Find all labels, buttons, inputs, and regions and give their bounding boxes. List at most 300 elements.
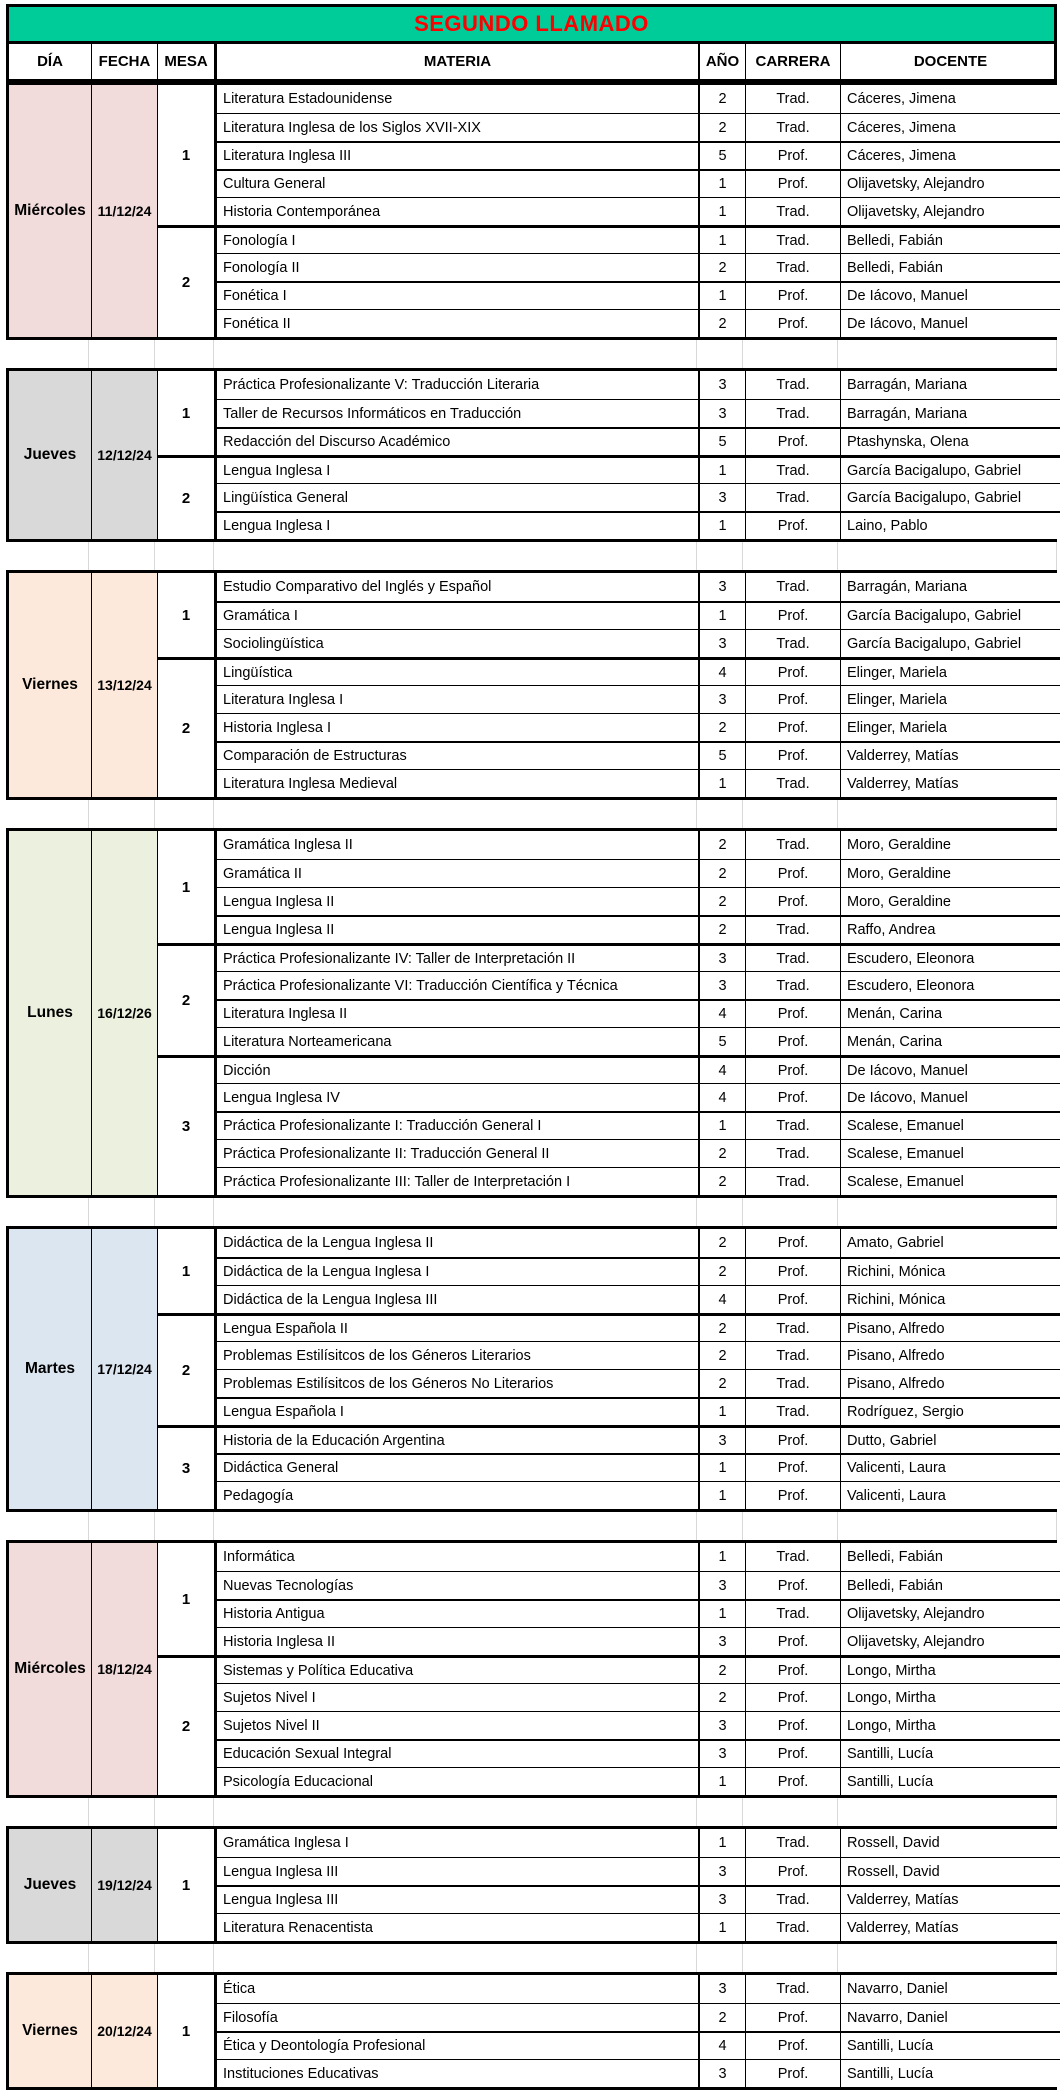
materia-cell: Educación Sexual Integral	[217, 1739, 700, 1767]
materia-cell: Fonética II	[217, 309, 700, 337]
docente-cell: Raffo, Andrea	[841, 915, 1060, 943]
docente-cell: Cáceres, Jimena	[841, 141, 1060, 169]
docente-cell: Belledi, Fabián	[841, 253, 1060, 281]
docente-cell: Scalese, Emanuel	[841, 1111, 1060, 1139]
anio-cell: 3	[700, 1885, 746, 1913]
anio-cell: 3	[700, 1857, 746, 1885]
carrera-cell: Prof.	[746, 2003, 841, 2031]
col-header-dia: DÍA	[9, 44, 92, 79]
carrera-cell: Trad.	[746, 225, 841, 253]
gap-gridline	[697, 800, 743, 828]
anio-cell: 1	[700, 1111, 746, 1139]
col-header-mesa: MESA	[158, 44, 217, 79]
docente-cell: Santilli, Lucía	[841, 1739, 1060, 1767]
materia-cell: Pedagogía	[217, 1481, 700, 1509]
materia-cell: Lengua Inglesa III	[217, 1885, 700, 1913]
mesa-cell: 1	[158, 573, 217, 657]
gap-gridline	[6, 1798, 89, 1826]
materia-cell: Práctica Profesionalizante III: Taller de Interpretación I	[217, 1167, 700, 1195]
carrera-cell: Prof.	[746, 1711, 841, 1739]
anio-cell: 2	[700, 831, 746, 859]
docente-cell: Longo, Mirtha	[841, 1711, 1060, 1739]
docente-cell: Pisano, Alfredo	[841, 1369, 1060, 1397]
materia-cell: Lengua Inglesa IV	[217, 1083, 700, 1111]
carrera-cell: Prof.	[746, 2059, 841, 2087]
title-banner	[6, 4, 1057, 44]
materia-cell: Lingüística	[217, 657, 700, 685]
materia-cell: Práctica Profesionalizante VI: Traducción Científica y Técnica	[217, 971, 700, 999]
gap-gridline	[697, 542, 743, 570]
docente-cell: Scalese, Emanuel	[841, 1167, 1060, 1195]
anio-cell: 2	[700, 309, 746, 337]
gap-gridline	[214, 1798, 697, 1826]
carrera-cell: Prof.	[746, 141, 841, 169]
gap-gridline	[155, 800, 214, 828]
gap-gridline	[838, 1198, 1057, 1226]
anio-cell: 1	[700, 455, 746, 483]
gap-gridline	[214, 1512, 697, 1540]
gap-gridline	[6, 340, 89, 368]
carrera-cell: Trad.	[746, 399, 841, 427]
docente-cell: Longo, Mirtha	[841, 1655, 1060, 1683]
docente-cell: Longo, Mirtha	[841, 1683, 1060, 1711]
anio-cell: 1	[700, 601, 746, 629]
materia-cell: Lengua Inglesa I	[217, 511, 700, 539]
carrera-cell: Prof.	[746, 657, 841, 685]
gap-gridline	[214, 1944, 697, 1972]
anio-cell: 2	[700, 859, 746, 887]
carrera-cell: Trad.	[746, 629, 841, 657]
date-cell: 12/12/24	[92, 371, 158, 539]
gap-gridline	[155, 1944, 214, 1972]
anio-cell: 1	[700, 1397, 746, 1425]
day-cell: Martes	[9, 1229, 92, 1509]
materia-cell: Fonología I	[217, 225, 700, 253]
day-block	[6, 368, 1057, 542]
carrera-cell: Trad.	[746, 113, 841, 141]
docente-cell: Belledi, Fabián	[841, 225, 1060, 253]
carrera-cell: Prof.	[746, 427, 841, 455]
carrera-cell: Prof.	[746, 1055, 841, 1083]
gap-gridline	[214, 542, 697, 570]
docente-cell: Olijavetsky, Alejandro	[841, 1599, 1060, 1627]
anio-cell: 3	[700, 943, 746, 971]
carrera-cell: Trad.	[746, 1111, 841, 1139]
carrera-cell: Prof.	[746, 1767, 841, 1795]
carrera-cell: Prof.	[746, 1083, 841, 1111]
carrera-cell: Trad.	[746, 831, 841, 859]
materia-cell: Problemas Estilísitcos de los Géneros Literarios	[217, 1341, 700, 1369]
anio-cell: 2	[700, 713, 746, 741]
materia-cell: Didáctica de la Lengua Inglesa III	[217, 1285, 700, 1313]
block-gap-row	[6, 1798, 1057, 1826]
anio-cell: 5	[700, 741, 746, 769]
docente-cell: Santilli, Lucía	[841, 2031, 1060, 2059]
anio-cell: 3	[700, 629, 746, 657]
anio-cell: 2	[700, 1683, 746, 1711]
column-header-row	[6, 44, 1057, 82]
docente-cell: De Iácovo, Manuel	[841, 1083, 1060, 1111]
gap-gridline	[743, 542, 838, 570]
materia-cell: Didáctica de la Lengua Inglesa II	[217, 1229, 700, 1257]
materia-cell: Filosofía	[217, 2003, 700, 2031]
materia-cell: Taller de Recursos Informáticos en Traducción	[217, 399, 700, 427]
anio-cell: 3	[700, 483, 746, 511]
anio-cell: 1	[700, 225, 746, 253]
date-cell: 16/12/26	[92, 831, 158, 1195]
gap-gridline	[697, 340, 743, 368]
materia-cell: Historia Inglesa I	[217, 713, 700, 741]
gap-gridline	[743, 1512, 838, 1540]
carrera-cell: Prof.	[746, 169, 841, 197]
day-cell: Lunes	[9, 831, 92, 1195]
docente-cell: Elinger, Mariela	[841, 713, 1060, 741]
docente-cell: Cáceres, Jimena	[841, 113, 1060, 141]
materia-cell: Problemas Estilísitcos de los Géneros No Literarios	[217, 1369, 700, 1397]
gap-gridline	[697, 1198, 743, 1226]
gap-gridline	[155, 1798, 214, 1826]
docente-cell: Menán, Carina	[841, 1027, 1060, 1055]
docente-cell: Valicenti, Laura	[841, 1481, 1060, 1509]
col-header-docente: DOCENTE	[913, 53, 988, 70]
anio-cell: 1	[700, 511, 746, 539]
docente-cell: De Iácovo, Manuel	[841, 1055, 1060, 1083]
mesa-cell: 2	[158, 225, 217, 337]
materia-cell: Literatura Inglesa I	[217, 685, 700, 713]
materia-cell: Literatura Inglesa de los Siglos XVII-XIX	[217, 113, 700, 141]
materia-cell: Psicología Educacional	[217, 1767, 700, 1795]
gap-gridline	[155, 1198, 214, 1226]
page-title: SEGUNDO LLAMADO	[414, 11, 649, 36]
carrera-cell: Trad.	[746, 971, 841, 999]
anio-cell: 2	[700, 1167, 746, 1195]
gap-gridline	[743, 1198, 838, 1226]
carrera-cell: Prof.	[746, 1027, 841, 1055]
carrera-cell: Prof.	[746, 999, 841, 1027]
date-cell: 19/12/24	[92, 1829, 158, 1941]
gap-gridline	[743, 1798, 838, 1826]
mesa-cell: 2	[158, 657, 217, 797]
col-header-fecha: FECHA	[92, 44, 158, 79]
anio-cell: 1	[700, 197, 746, 225]
carrera-cell: Prof.	[746, 1229, 841, 1257]
date-cell: 18/12/24	[92, 1543, 158, 1795]
anio-cell: 2	[700, 915, 746, 943]
materia-cell: Lengua Española I	[217, 1397, 700, 1425]
materia-cell: Lengua Española II	[217, 1313, 700, 1341]
gap-gridline	[743, 1944, 838, 1972]
materia-cell: Práctica Profesionalizante I: Traducción General I	[217, 1111, 700, 1139]
carrera-cell: Trad.	[746, 455, 841, 483]
anio-cell: 4	[700, 657, 746, 685]
gap-gridline	[89, 340, 155, 368]
materia-cell: Estudio Comparativo del Inglés y Español	[217, 573, 700, 601]
anio-cell: 3	[700, 1975, 746, 2003]
anio-cell: 2	[700, 1655, 746, 1683]
day-cell: Jueves	[9, 1829, 92, 1941]
anio-cell: 2	[700, 113, 746, 141]
carrera-cell: Prof.	[746, 2031, 841, 2059]
mesa-cell: 1	[158, 1975, 217, 2087]
block-gap-row	[6, 1944, 1057, 1972]
docente-cell: Escudero, Eleonora	[841, 943, 1060, 971]
materia-cell: Lengua Inglesa III	[217, 1857, 700, 1885]
docente-cell: De Iácovo, Manuel	[841, 281, 1060, 309]
materia-cell: Práctica Profesionalizante IV: Taller de Interpretación II	[217, 943, 700, 971]
anio-cell: 3	[700, 2059, 746, 2087]
anio-cell: 2	[700, 1341, 746, 1369]
materia-cell: Fonética I	[217, 281, 700, 309]
carrera-cell: Prof.	[746, 1857, 841, 1885]
docente-cell: Rossell, David	[841, 1829, 1060, 1857]
docente-cell: Menán, Carina	[841, 999, 1060, 1027]
day-cell: Jueves	[9, 371, 92, 539]
docente-cell: Ptashynska, Olena	[841, 427, 1060, 455]
docente-cell: Valderrey, Matías	[841, 769, 1060, 797]
block-gap-row	[6, 542, 1057, 570]
materia-cell: Sistemas y Política Educativa	[217, 1655, 700, 1683]
anio-cell: 3	[700, 371, 746, 399]
materia-cell: Práctica Profesionalizante II: Traducción General II	[217, 1139, 700, 1167]
gap-gridline	[89, 1944, 155, 1972]
day-cell: Miércoles	[9, 1543, 92, 1795]
day-block	[6, 1226, 1057, 1512]
docente-cell: Rodríguez, Sergio	[841, 1397, 1060, 1425]
materia-cell: Práctica Profesionalizante V: Traducción Literaria	[217, 371, 700, 399]
docente-cell: García Bacigalupo, Gabriel	[841, 629, 1060, 657]
mesa-cell: 1	[158, 85, 217, 225]
materia-cell: Didáctica General	[217, 1453, 700, 1481]
schedule-blocks	[6, 82, 1057, 2090]
day-block	[6, 1540, 1057, 1798]
anio-cell: 2	[700, 1313, 746, 1341]
day-block	[6, 1972, 1057, 2090]
gap-gridline	[838, 1512, 1057, 1540]
materia-cell: Gramática I	[217, 601, 700, 629]
anio-cell: 2	[700, 253, 746, 281]
materia-cell: Literatura Estadounidense	[217, 85, 700, 113]
carrera-cell: Prof.	[746, 1257, 841, 1285]
anio-cell: 4	[700, 999, 746, 1027]
docente-cell: Valderrey, Matías	[841, 741, 1060, 769]
carrera-cell: Prof.	[746, 1481, 841, 1509]
materia-cell: Lengua Inglesa II	[217, 915, 700, 943]
materia-cell: Historia Antigua	[217, 1599, 700, 1627]
day-block	[6, 570, 1057, 800]
materia-cell: Lingüística General	[217, 483, 700, 511]
carrera-cell: Trad.	[746, 197, 841, 225]
mesa-cell: 3	[158, 1055, 217, 1195]
materia-cell: Redacción del Discurso Académico	[217, 427, 700, 455]
materia-cell: Literatura Inglesa Medieval	[217, 769, 700, 797]
materia-cell: Ética y Deontología Profesional	[217, 2031, 700, 2059]
carrera-cell: Trad.	[746, 943, 841, 971]
carrera-cell: Prof.	[746, 887, 841, 915]
materia-cell: Sujetos Nivel II	[217, 1711, 700, 1739]
anio-cell: 3	[700, 1739, 746, 1767]
materia-cell: Sujetos Nivel I	[217, 1683, 700, 1711]
anio-cell: 2	[700, 85, 746, 113]
mesa-cell: 2	[158, 455, 217, 539]
carrera-cell: Trad.	[746, 915, 841, 943]
anio-cell: 1	[700, 281, 746, 309]
carrera-cell: Trad.	[746, 1369, 841, 1397]
carrera-cell: Prof.	[746, 1453, 841, 1481]
docente-cell: Belledi, Fabián	[841, 1543, 1060, 1571]
materia-cell: Lengua Inglesa I	[217, 455, 700, 483]
mesa-cell: 2	[158, 1655, 217, 1795]
block-gap-row	[6, 340, 1057, 368]
carrera-cell: Prof.	[746, 1571, 841, 1599]
docente-cell: Valderrey, Matías	[841, 1913, 1060, 1941]
anio-cell: 5	[700, 427, 746, 455]
carrera-cell: Trad.	[746, 1599, 841, 1627]
col-header-carrera: CARRERA	[746, 44, 841, 79]
materia-cell: Informática	[217, 1543, 700, 1571]
anio-cell: 1	[700, 1913, 746, 1941]
materia-cell: Instituciones Educativas	[217, 2059, 700, 2087]
docente-cell: Navarro, Daniel	[841, 1975, 1060, 2003]
anio-cell: 1	[700, 169, 746, 197]
anio-cell: 2	[700, 1257, 746, 1285]
mesa-cell: 1	[158, 1543, 217, 1655]
docente-cell: Scalese, Emanuel	[841, 1139, 1060, 1167]
carrera-cell: Prof.	[746, 685, 841, 713]
anio-cell: 3	[700, 399, 746, 427]
anio-cell: 2	[700, 1369, 746, 1397]
gap-gridline	[89, 1512, 155, 1540]
docente-cell: Moro, Geraldine	[841, 831, 1060, 859]
materia-cell: Gramática II	[217, 859, 700, 887]
carrera-cell: Prof.	[746, 1285, 841, 1313]
anio-cell: 4	[700, 1083, 746, 1111]
materia-cell: Comparación de Estructuras	[217, 741, 700, 769]
materia-cell: Cultura General	[217, 169, 700, 197]
anio-cell: 1	[700, 769, 746, 797]
materia-cell: Gramática Inglesa II	[217, 831, 700, 859]
docente-cell: Barragán, Mariana	[841, 371, 1060, 399]
docente-cell: Barragán, Mariana	[841, 573, 1060, 601]
gap-gridline	[838, 340, 1057, 368]
materia-cell: Ética	[217, 1975, 700, 2003]
carrera-cell: Trad.	[746, 1167, 841, 1195]
gap-gridline	[6, 1944, 89, 1972]
gap-gridline	[838, 1944, 1057, 1972]
docente-cell: García Bacigalupo, Gabriel	[841, 483, 1060, 511]
docente-cell: Elinger, Mariela	[841, 685, 1060, 713]
gap-gridline	[214, 800, 697, 828]
carrera-cell: Prof.	[746, 1683, 841, 1711]
anio-cell: 1	[700, 1481, 746, 1509]
docente-cell: Amato, Gabriel	[841, 1229, 1060, 1257]
docente-cell: Moro, Geraldine	[841, 887, 1060, 915]
materia-cell: Didáctica de la Lengua Inglesa I	[217, 1257, 700, 1285]
carrera-cell: Prof.	[746, 713, 841, 741]
materia-cell: Historia de la Educación Argentina	[217, 1425, 700, 1453]
materia-cell: Historia Inglesa II	[217, 1627, 700, 1655]
carrera-cell: Trad.	[746, 1975, 841, 2003]
anio-cell: 3	[700, 1711, 746, 1739]
anio-cell: 4	[700, 1285, 746, 1313]
date-cell: 20/12/24	[92, 1975, 158, 2087]
carrera-cell: Trad.	[746, 483, 841, 511]
anio-cell: 1	[700, 1767, 746, 1795]
col-header-materia: MATERIA	[217, 44, 700, 79]
docente-cell: Belledi, Fabián	[841, 1571, 1060, 1599]
gap-gridline	[89, 800, 155, 828]
anio-cell: 1	[700, 1543, 746, 1571]
day-block	[6, 1826, 1057, 1944]
docente-cell: Laino, Pablo	[841, 511, 1060, 539]
docente-cell: Escudero, Eleonora	[841, 971, 1060, 999]
gap-gridline	[214, 1198, 697, 1226]
date-cell: 13/12/24	[92, 573, 158, 797]
materia-cell: Fonología II	[217, 253, 700, 281]
carrera-cell: Prof.	[746, 859, 841, 887]
mesa-cell: 3	[158, 1425, 217, 1509]
gap-gridline	[838, 800, 1057, 828]
gap-gridline	[697, 1798, 743, 1826]
carrera-cell: Trad.	[746, 1885, 841, 1913]
docente-cell: Elinger, Mariela	[841, 657, 1060, 685]
anio-cell: 2	[700, 1139, 746, 1167]
anio-cell: 1	[700, 1599, 746, 1627]
carrera-cell: Trad.	[746, 1341, 841, 1369]
docente-cell: Santilli, Lucía	[841, 1767, 1060, 1795]
mesa-cell: 2	[158, 1313, 217, 1425]
gap-gridline	[6, 800, 89, 828]
docente-cell: Pisano, Alfredo	[841, 1341, 1060, 1369]
docente-cell: Rossell, David	[841, 1857, 1060, 1885]
gap-gridline	[89, 1798, 155, 1826]
mesa-cell: 2	[158, 943, 217, 1055]
mesa-cell: 1	[158, 831, 217, 943]
anio-cell: 3	[700, 971, 746, 999]
col-header-anio: AÑO	[700, 44, 746, 79]
gap-gridline	[155, 542, 214, 570]
carrera-cell: Trad.	[746, 1543, 841, 1571]
date-cell: 11/12/24	[92, 85, 158, 337]
docente-cell: Olijavetsky, Alejandro	[841, 1627, 1060, 1655]
gap-gridline	[697, 1512, 743, 1540]
docente-cell: Navarro, Daniel	[841, 2003, 1060, 2031]
day-block	[6, 82, 1057, 340]
gap-gridline	[155, 340, 214, 368]
materia-cell: Literatura Norteamericana	[217, 1027, 700, 1055]
anio-cell: 1	[700, 1829, 746, 1857]
carrera-cell: Prof.	[746, 601, 841, 629]
mesa-cell: 1	[158, 371, 217, 455]
anio-cell: 5	[700, 1027, 746, 1055]
carrera-cell: Prof.	[746, 1739, 841, 1767]
docente-cell: De Iácovo, Manuel	[841, 309, 1060, 337]
carrera-cell: Trad.	[746, 1139, 841, 1167]
anio-cell: 3	[700, 1571, 746, 1599]
docente-cell: García Bacigalupo, Gabriel	[841, 455, 1060, 483]
anio-cell: 4	[700, 1055, 746, 1083]
gap-gridline	[6, 542, 89, 570]
gap-gridline	[6, 1512, 89, 1540]
materia-cell: Literatura Inglesa III	[217, 141, 700, 169]
carrera-cell: Trad.	[746, 1397, 841, 1425]
gap-gridline	[838, 542, 1057, 570]
day-cell: Viernes	[9, 1975, 92, 2087]
gap-gridline	[214, 340, 697, 368]
materia-cell: Sociolingüística	[217, 629, 700, 657]
docente-cell: Cáceres, Jimena	[841, 85, 1060, 113]
mesa-cell: 1	[158, 1229, 217, 1313]
materia-cell: Literatura Renacentista	[217, 1913, 700, 1941]
